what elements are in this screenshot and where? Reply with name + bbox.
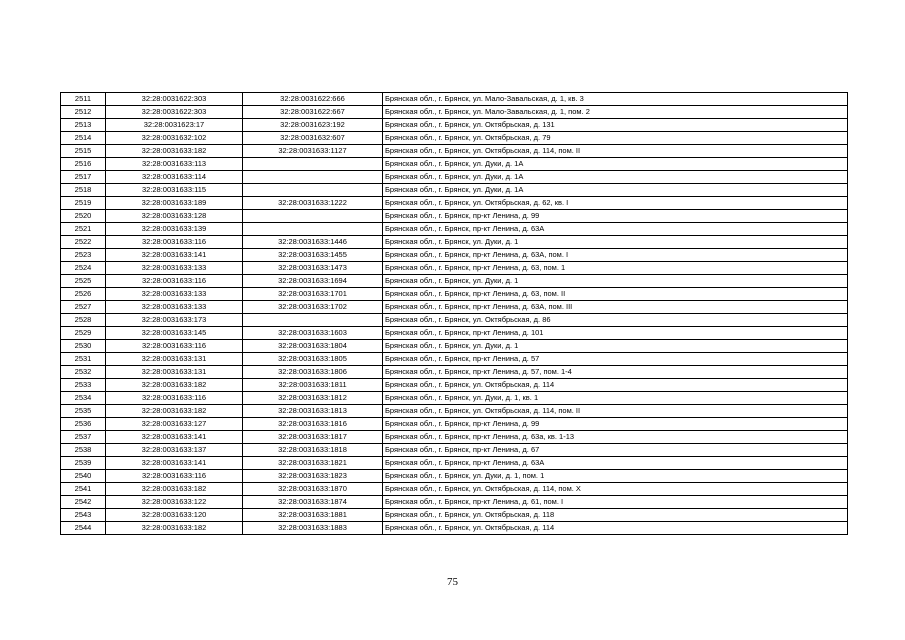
table-row xyxy=(61,314,848,327)
address-cell: Брянская обл., г. Брянск, ул. Дуки, д. 1А xyxy=(383,184,848,197)
row-number-cell: 2536 xyxy=(61,418,106,431)
row-number-cell: 2540 xyxy=(61,470,106,483)
row-number-cell: 2511 xyxy=(61,93,106,106)
row-number-cell: 2543 xyxy=(61,509,106,522)
table-row xyxy=(61,327,848,340)
object-number-cell: 32:28:0031633:1701 xyxy=(243,288,383,301)
address-cell: Брянская обл., г. Брянск, пр-кт Ленина, д. 101 xyxy=(383,327,848,340)
address-cell: Брянская обл., г. Брянск, пр-кт Ленина, д. 99 xyxy=(383,210,848,223)
table-row xyxy=(61,236,848,249)
table-row xyxy=(61,522,848,535)
table-row xyxy=(61,509,848,522)
row-number-cell: 2528 xyxy=(61,314,106,327)
object-number-cell xyxy=(243,314,383,327)
row-number-cell: 2530 xyxy=(61,340,106,353)
address-cell: Брянская обл., г. Брянск, пр-кт Ленина, д. 61, пом. I xyxy=(383,496,848,509)
parcel-number-cell: 32:28:0031633:182 xyxy=(106,145,243,158)
object-number-cell: 32:28:0031633:1821 xyxy=(243,457,383,470)
parcel-number-cell: 32:28:0031633:128 xyxy=(106,210,243,223)
parcel-number-cell: 32:28:0031633:133 xyxy=(106,262,243,275)
table-row xyxy=(61,405,848,418)
parcel-number-cell: 32:28:0031633:182 xyxy=(106,522,243,535)
address-cell: Брянская обл., г. Брянск, пр-кт Ленина, д. 63А, пом. III xyxy=(383,301,848,314)
address-cell: Брянская обл., г. Брянск, пр-кт Ленина, д. 63А xyxy=(383,457,848,470)
parcel-number-cell: 32:28:0031633:114 xyxy=(106,171,243,184)
object-number-cell: 32:28:0031633:1818 xyxy=(243,444,383,457)
table-row xyxy=(61,93,848,106)
object-number-cell: 32:28:0031633:1473 xyxy=(243,262,383,275)
object-number-cell: 32:28:0031633:1805 xyxy=(243,353,383,366)
table-row xyxy=(61,496,848,509)
address-cell: Брянская обл., г. Брянск, ул. Дуки, д. 1А xyxy=(383,171,848,184)
address-cell: Брянская обл., г. Брянск, пр-кт Ленина, д. 63, пом. II xyxy=(383,288,848,301)
parcel-number-cell: 32:28:0031633:133 xyxy=(106,288,243,301)
parcel-number-cell: 32:28:0031633:141 xyxy=(106,457,243,470)
row-number-cell: 2531 xyxy=(61,353,106,366)
object-number-cell xyxy=(243,210,383,223)
table-row xyxy=(61,275,848,288)
row-number-cell: 2544 xyxy=(61,522,106,535)
table-row xyxy=(61,158,848,171)
object-number-cell: 32:28:0031633:1811 xyxy=(243,379,383,392)
parcel-number-cell: 32:28:0031633:137 xyxy=(106,444,243,457)
table-row xyxy=(61,418,848,431)
object-number-cell xyxy=(243,223,383,236)
table-row xyxy=(61,353,848,366)
address-cell: Брянская обл., г. Брянск, ул. Октябрьская, д. 114 xyxy=(383,522,848,535)
address-cell: Брянская обл., г. Брянск, ул. Дуки, д. 1А xyxy=(383,158,848,171)
object-number-cell: 32:28:0031633:1455 xyxy=(243,249,383,262)
parcel-number-cell: 32:28:0031633:182 xyxy=(106,379,243,392)
table-row xyxy=(61,223,848,236)
table-row xyxy=(61,379,848,392)
table-row xyxy=(61,457,848,470)
address-cell: Брянская обл., г. Брянск, ул. Дуки, д. 1, пом. 1 xyxy=(383,470,848,483)
parcel-number-cell: 32:28:0031633:141 xyxy=(106,249,243,262)
table-row xyxy=(61,262,848,275)
parcel-number-cell: 32:28:0031633:131 xyxy=(106,353,243,366)
table-body xyxy=(61,93,848,535)
parcel-number-cell: 32:28:0031633:116 xyxy=(106,236,243,249)
object-number-cell: 32:28:0031633:1816 xyxy=(243,418,383,431)
row-number-cell: 2523 xyxy=(61,249,106,262)
object-number-cell: 32:28:0031633:1870 xyxy=(243,483,383,496)
parcel-number-cell: 32:28:0031633:116 xyxy=(106,340,243,353)
table-row xyxy=(61,145,848,158)
parcel-number-cell: 32:28:0031633:122 xyxy=(106,496,243,509)
table-row xyxy=(61,340,848,353)
address-cell: Брянская обл., г. Брянск, ул. Дуки, д. 1 xyxy=(383,236,848,249)
parcel-number-cell: 32:28:0031633:141 xyxy=(106,431,243,444)
row-number-cell: 2537 xyxy=(61,431,106,444)
parcel-number-cell: 32:28:0031633:173 xyxy=(106,314,243,327)
object-number-cell: 32:28:0031633:1222 xyxy=(243,197,383,210)
object-number-cell: 32:28:0031633:1804 xyxy=(243,340,383,353)
table-row xyxy=(61,184,848,197)
address-cell: Брянская обл., г. Брянск, пр-кт Ленина, д. 57, пом. 1-4 xyxy=(383,366,848,379)
address-cell: Брянская обл., г. Брянск, пр-кт Ленина, д. 63а, кв. 1-13 xyxy=(383,431,848,444)
address-cell: Брянская обл., г. Брянск, ул. Октябрьская, д. 118 xyxy=(383,509,848,522)
row-number-cell: 2535 xyxy=(61,405,106,418)
parcel-number-cell: 32:28:0031633:116 xyxy=(106,470,243,483)
object-number-cell xyxy=(243,171,383,184)
table-row xyxy=(61,171,848,184)
row-number-cell: 2517 xyxy=(61,171,106,184)
row-number-cell: 2542 xyxy=(61,496,106,509)
row-number-cell: 2518 xyxy=(61,184,106,197)
address-cell: Брянская обл., г. Брянск, ул. Октябрьская, д. 86 xyxy=(383,314,848,327)
table-row xyxy=(61,483,848,496)
row-number-cell: 2539 xyxy=(61,457,106,470)
table-row xyxy=(61,431,848,444)
parcel-number-cell: 32:28:0031633:133 xyxy=(106,301,243,314)
object-number-cell: 32:28:0031633:1881 xyxy=(243,509,383,522)
page-number: 75 xyxy=(447,576,458,588)
table-row xyxy=(61,249,848,262)
row-number-cell: 2541 xyxy=(61,483,106,496)
object-number-cell: 32:28:0031633:1883 xyxy=(243,522,383,535)
object-number-cell: 32:28:0031633:1806 xyxy=(243,366,383,379)
address-cell: Брянская обл., г. Брянск, пр-кт Ленина, д. 67 xyxy=(383,444,848,457)
table-row xyxy=(61,301,848,314)
table-row xyxy=(61,366,848,379)
object-number-cell: 32:28:0031633:1823 xyxy=(243,470,383,483)
address-cell: Брянская обл., г. Брянск, ул. Мало-Завальская, д. 1, кв. 3 xyxy=(383,93,848,106)
address-cell: Брянская обл., г. Брянск, пр-кт Ленина, д. 63А xyxy=(383,223,848,236)
row-number-cell: 2527 xyxy=(61,301,106,314)
row-number-cell: 2521 xyxy=(61,223,106,236)
address-cell: Брянская обл., г. Брянск, ул. Октябрьская, д. 62, кв. I xyxy=(383,197,848,210)
parcel-number-cell: 32:28:0031623:17 xyxy=(106,119,243,132)
parcel-number-cell: 32:28:0031633:115 xyxy=(106,184,243,197)
row-number-cell: 2534 xyxy=(61,392,106,405)
table-row xyxy=(61,392,848,405)
object-number-cell: 32:28:0031633:1813 xyxy=(243,405,383,418)
table-row xyxy=(61,210,848,223)
address-cell: Брянская обл., г. Брянск, пр-кт Ленина, д. 99 xyxy=(383,418,848,431)
object-number-cell: 32:28:0031633:1812 xyxy=(243,392,383,405)
parcel-number-cell: 32:28:0031622:303 xyxy=(106,93,243,106)
parcel-number-cell: 32:28:0031633:145 xyxy=(106,327,243,340)
address-cell: Брянская обл., г. Брянск, пр-кт Ленина, д. 57 xyxy=(383,353,848,366)
parcel-number-cell: 32:28:0031633:189 xyxy=(106,197,243,210)
parcel-number-cell: 32:28:0031633:116 xyxy=(106,275,243,288)
parcel-number-cell: 32:28:0031632:102 xyxy=(106,132,243,145)
table-row xyxy=(61,288,848,301)
address-cell: Брянская обл., г. Брянск, ул. Октябрьская, д. 131 xyxy=(383,119,848,132)
row-number-cell: 2513 xyxy=(61,119,106,132)
row-number-cell: 2520 xyxy=(61,210,106,223)
table-row xyxy=(61,132,848,145)
object-number-cell: 32:28:0031633:1446 xyxy=(243,236,383,249)
address-cell: Брянская обл., г. Брянск, ул. Октябрьская, д. 114, пом. X xyxy=(383,483,848,496)
row-number-cell: 2522 xyxy=(61,236,106,249)
table-row xyxy=(61,197,848,210)
object-number-cell: 32:28:0031633:1817 xyxy=(243,431,383,444)
table-row xyxy=(61,106,848,119)
object-number-cell: 32:28:0031633:1603 xyxy=(243,327,383,340)
parcel-number-cell: 32:28:0031633:116 xyxy=(106,392,243,405)
row-number-cell: 2524 xyxy=(61,262,106,275)
row-number-cell: 2515 xyxy=(61,145,106,158)
address-cell: Брянская обл., г. Брянск, ул. Октябрьская, д. 114 xyxy=(383,379,848,392)
table-row xyxy=(61,444,848,457)
object-number-cell: 32:28:0031622:666 xyxy=(243,93,383,106)
row-number-cell: 2538 xyxy=(61,444,106,457)
cadastral-table xyxy=(60,92,848,535)
parcel-number-cell: 32:28:0031633:131 xyxy=(106,366,243,379)
object-number-cell: 32:28:0031622:667 xyxy=(243,106,383,119)
object-number-cell: 32:28:0031633:1127 xyxy=(243,145,383,158)
object-number-cell xyxy=(243,158,383,171)
table-row xyxy=(61,119,848,132)
parcel-number-cell: 32:28:0031633:127 xyxy=(106,418,243,431)
address-cell: Брянская обл., г. Брянск, ул. Дуки, д. 1 xyxy=(383,340,848,353)
address-cell: Брянская обл., г. Брянск, пр-кт Ленина, д. 63А, пом. I xyxy=(383,249,848,262)
object-number-cell xyxy=(243,184,383,197)
parcel-number-cell: 32:28:0031633:120 xyxy=(106,509,243,522)
address-cell: Брянская обл., г. Брянск, ул. Дуки, д. 1, кв. 1 xyxy=(383,392,848,405)
row-number-cell: 2532 xyxy=(61,366,106,379)
parcel-number-cell: 32:28:0031633:139 xyxy=(106,223,243,236)
address-cell: Брянская обл., г. Брянск, ул. Дуки, д. 1 xyxy=(383,275,848,288)
row-number-cell: 2519 xyxy=(61,197,106,210)
row-number-cell: 2529 xyxy=(61,327,106,340)
address-cell: Брянская обл., г. Брянск, ул. Октябрьская, д. 79 xyxy=(383,132,848,145)
row-number-cell: 2516 xyxy=(61,158,106,171)
object-number-cell: 32:28:0031633:1702 xyxy=(243,301,383,314)
row-number-cell: 2525 xyxy=(61,275,106,288)
object-number-cell: 32:28:0031633:1694 xyxy=(243,275,383,288)
parcel-number-cell: 32:28:0031633:182 xyxy=(106,483,243,496)
row-number-cell: 2533 xyxy=(61,379,106,392)
address-cell: Брянская обл., г. Брянск, ул. Мало-Завальская, д. 1, пом. 2 xyxy=(383,106,848,119)
object-number-cell: 32:28:0031632:607 xyxy=(243,132,383,145)
object-number-cell: 32:28:0031623:192 xyxy=(243,119,383,132)
parcel-number-cell: 32:28:0031633:113 xyxy=(106,158,243,171)
object-number-cell: 32:28:0031633:1874 xyxy=(243,496,383,509)
table-row xyxy=(61,470,848,483)
row-number-cell: 2526 xyxy=(61,288,106,301)
parcel-number-cell: 32:28:0031622:303 xyxy=(106,106,243,119)
address-cell: Брянская обл., г. Брянск, ул. Октябрьская, д. 114, пом. II xyxy=(383,405,848,418)
row-number-cell: 2514 xyxy=(61,132,106,145)
address-cell: Брянская обл., г. Брянск, пр-кт Ленина, д. 63, пом. 1 xyxy=(383,262,848,275)
row-number-cell: 2512 xyxy=(61,106,106,119)
address-cell: Брянская обл., г. Брянск, ул. Октябрьская, д. 114, пом. II xyxy=(383,145,848,158)
parcel-number-cell: 32:28:0031633:182 xyxy=(106,405,243,418)
